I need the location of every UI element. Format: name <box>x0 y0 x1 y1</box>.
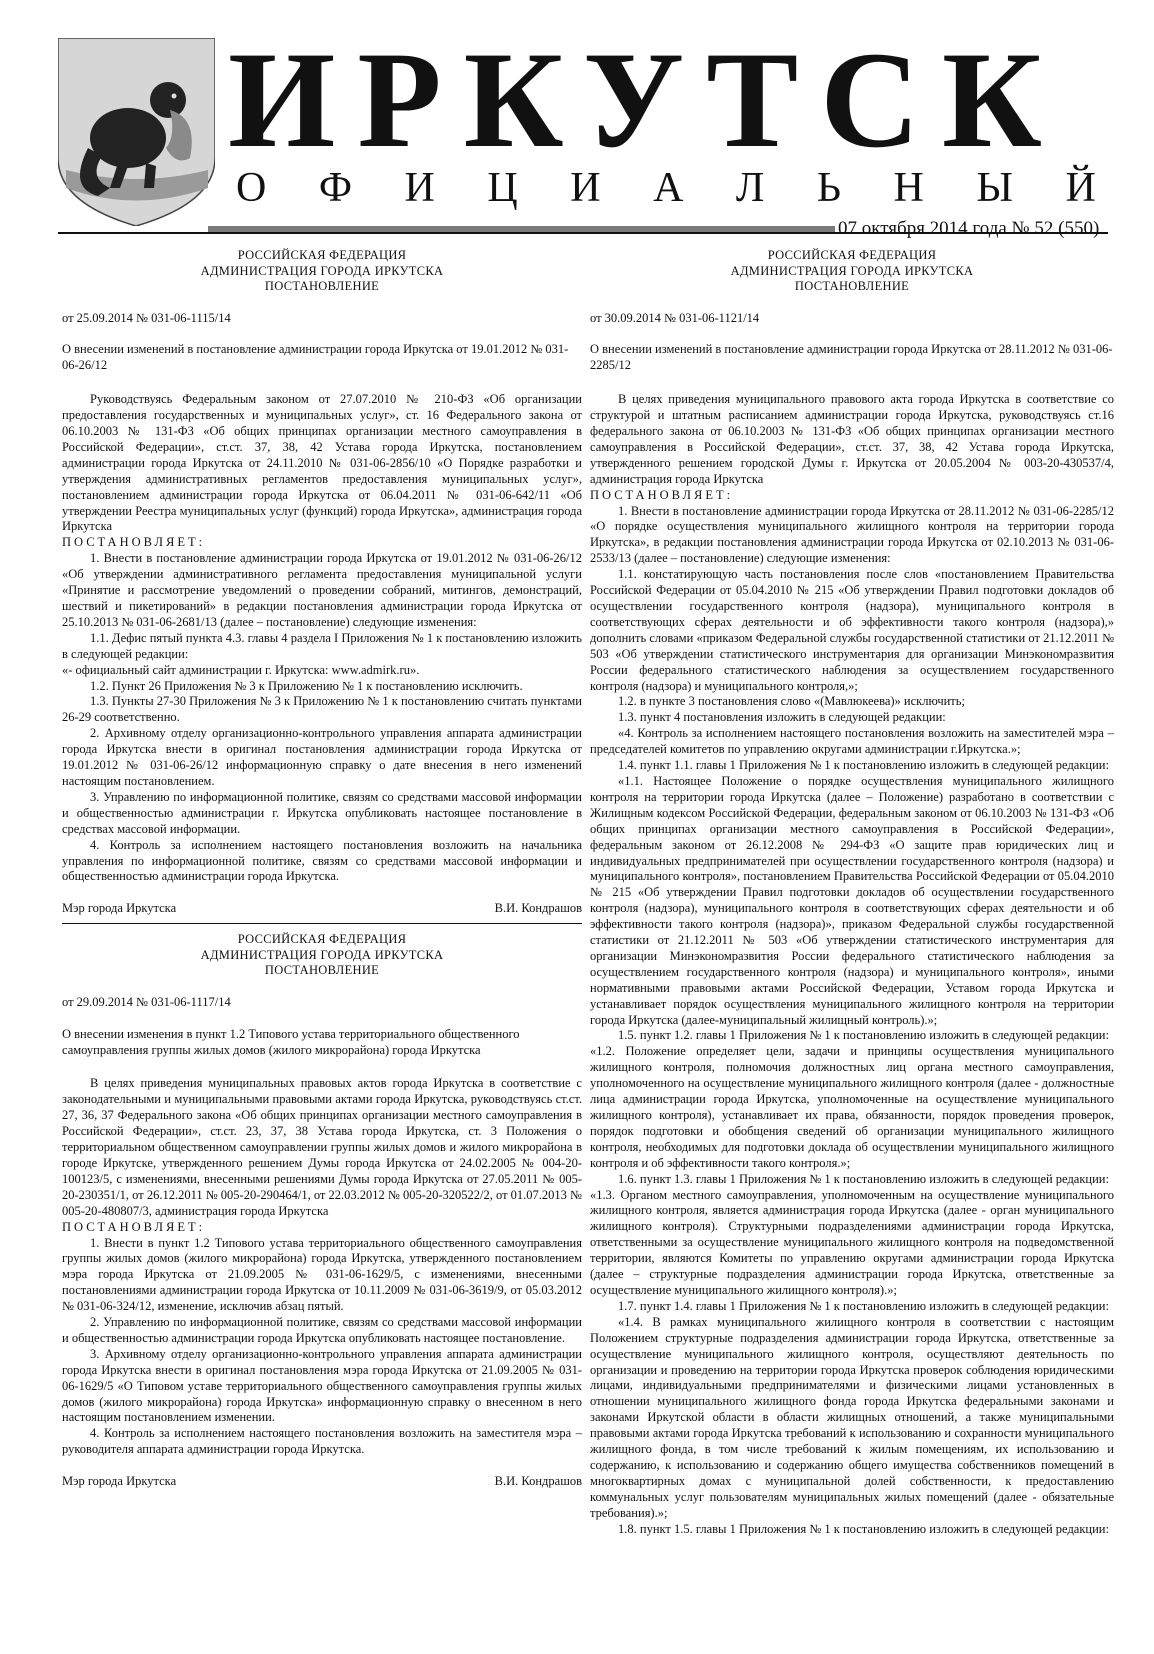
paragraph: 1.3. пункт 4 постановления изложить в следующей редакции: <box>618 710 946 725</box>
paragraph: 2. Архивному отделу организационно-контрольного управления аппарата администрации города Иркутска внести в оригинал постановления администрации города Иркутска от 19.01.2012 № 031-06-26/12 информационную справку о дате внесения в него изменений настоящим постановлением. <box>62 726 582 788</box>
paragraph: «1.1. Настоящее Положение о порядке осуществления муниципального жилищного контроля на территории города Иркутска (далее – Положение) разработано в соответствии с Жилищным кодексом Российской Федерации, федеральным законом от 06.10.2003 № 131-ФЗ «Об общих принципах организации местного самоуправления в Российской Федерации», федеральным законом от 26.12.2008 № 294-ФЗ «О защите прав юридических лиц и индивидуальных предпринимателей при осуществлении государственного контроля (надзора) и муниципального контроля», постановлением Правительства Российской Федерации от 05.04.2010 № 215 «Об утверждении Правил подготовки докладов об осуществлении государственного контроля (надзора), муниципального контроля в соответствующих сферах деятельности и об эффективности такого контроля (надзора)», приказом Федеральной службы государственной статистики от 21.12.2011 № 503 «Об утверждении статистического инструментария для организации Минэкономразвития России федерального статистического наблюдения за осуществлением государственного контроля (надзора) и муниципального контроля», иными нормативными правовыми актами Российской Федерации, Уставом города Иркутска и устанавливает порядок осуществления муниципального жилищного контроля на территории города Иркутска (далее-муниципальный жилищный контроль).»; <box>590 773 1114 1027</box>
paragraph: 2. Управлению по информационной политике, связям со средствами массовой информации и общественностью администрации города Иркутска опубликовать настоящее постановление. <box>62 1315 582 1345</box>
paragraph: 3. Архивному отделу организационно-контрольного управления аппарата администрации города Иркутска внести в оригинал постановления мэра города Иркутска от 21.09.2005 № 031-06-1629/5 «О Типовом уставе территориального общественного самоуправления группы жилых домов (жилого микрорайона) города Иркутска» информационную справку о внесенном в него настоящим постановлением изменении. <box>62 1346 582 1425</box>
header-country: РОССИЙСКАЯ ФЕДЕРАЦИЯ <box>237 932 407 947</box>
resolution-date: от 30.09.2014 № 031-06-1121/14 <box>590 310 760 325</box>
paragraph: 1.5. пункт 1.2. главы 1 Приложения № 1 к постановлению изложить в следующей редакции: <box>618 1028 1109 1043</box>
resolution-1 <box>62 248 582 917</box>
subtitle-letter: Ф <box>318 165 353 211</box>
header-administration: АДМИНИСТРАЦИЯ ГОРОДА ИРКУТСКА <box>200 947 444 962</box>
paragraph: 4. Контроль за исполнением настоящего постановления возложить на начальника управления по информационной политике, связям со средствами массовой информации и общественностью администрации города Иркутска. <box>62 837 582 884</box>
subtitle-letter: Л <box>735 165 765 211</box>
paragraph: «- официальный сайт администрации г. Иркутска: www.admirk.ru». <box>62 662 420 677</box>
signature-title: Мэр города Иркутска <box>62 1474 177 1489</box>
subtitle-letter: И <box>404 165 435 211</box>
paragraph: 4. Контроль за исполнением настоящего постановления возложить на заместителя мэра – руководителя аппарата администрации города Иркутска. <box>62 1426 582 1457</box>
paragraph: 1. Внести в постановление администрации города Иркутска от 28.11.2012 № 031-06-2285/12 «О порядке осуществления муниципального жилищного контроля на территории города Иркутска», в редакции постановления администрации города Иркутска от 02.10.2013 № 031-06-2533/13 (далее – постановление) следующие изменения: <box>590 503 1114 566</box>
masthead <box>0 0 1154 240</box>
issue-date: 07 октября 2014 года № 52 (550) <box>838 218 1100 239</box>
header-country: РОССИЙСКАЯ ФЕДЕРАЦИЯ <box>237 248 407 262</box>
paragraph: «1.2. Положение определяет цели, задачи и принципы осуществления муниципального жилищного контроля, полномочия должностных лиц органа местного самоуправления, уполномоченного на осуществление муниципального жилищного контроля (далее - должностные лица администрации города Иркутска, уполномоченные на осуществление муниципального жилищного контроля), устанавливает их права, обязанности, порядок проведения проверок, порядок подготовки и обобщения сведений об организации муниципального жилищного контроля, необходимых для подготовки доклада об осуществлении муниципального жилищного контроля и об эффективности такого контроля.»; <box>590 1044 1114 1170</box>
subtitle-letter: Ь <box>816 165 842 211</box>
paragraph: 1.3. Пункты 27-30 Приложения № 3 к Приложению № 1 к постановлению считать пунктами 26-29 соответственно. <box>62 694 582 725</box>
paragraph: 1.2. Пункт 26 Приложения № 3 к Приложению № 1 к постановлению исключить. <box>90 678 523 693</box>
paragraph: 1.2. в пункте 3 постановления слово «(Мавлюкеева)» исключить; <box>618 694 965 709</box>
subtitle-letter: А <box>653 165 684 211</box>
right-column <box>590 248 1114 1648</box>
resolves-label: ПОСТАНОВЛЯЕТ: <box>590 487 734 502</box>
header-country: РОССИЙСКАЯ ФЕДЕРАЦИЯ <box>767 248 937 262</box>
signature-name: В.И. Кондрашов <box>494 901 582 916</box>
paragraph: «1.3. Органом местного самоуправления, уполномоченным на осуществление муниципального жилищного контроля, является администрация города Иркутска (далее - орган муниципального жилищного контроля). Структурными подразделениями администрации города Иркутска, ответственными за осуществление муниципального жилищного контроля на подведомственной территории, являются Комитеты по управлению округами администрации города Иркутска (далее – структурные подразделения администрации города Иркутска, ответственные за осуществление муниципального жилищного контроля).»; <box>590 1187 1114 1297</box>
paragraph: 1. Внести в постановление администрации города Иркутска от 19.01.2012 № 031-06-26/12 «Об утверждении административного регламента предоставления муниципальной услуги «Принятие и рассмотрение уведомлений о проведении собраний, митингов, демонстраций, шествий и пикетирований» в редакции постановления администрации города Иркутска от 25.10.2013 № 031-06-2681/13 (далее – постановление) следующие изменения: <box>62 551 582 629</box>
city-crest-icon <box>58 38 215 226</box>
subtitle-letter: Н <box>893 165 924 211</box>
paragraph: 1.1. констатирующую часть постановления после слов «постановлением Правительства Российской Федерации от 05.04.2010 № 215 «Об утверждении Правил подготовки докладов об осуществлении государственного контроля (надзора), муниципального контроля в соответствующих сферах деятельности и об эффективности такого контроля (надзора),» дополнить словами «приказом Федеральной службы государственной статистики от 21.12.2011 № 503 «Об утверждении статистического инструментария для организации Минэкономразвития России федерального статистического наблюдения за осуществлением государственного контроля (надзора) и муниципального контроля,»; <box>590 567 1114 693</box>
header-doc-type: ПОСТАНОВЛЕНИЕ <box>794 279 910 293</box>
resolves-label: ПОСТАНОВЛЯЕТ: <box>62 1219 206 1234</box>
subtitle-letter: Й <box>1065 165 1096 211</box>
signature-block <box>62 1474 582 1490</box>
resolution-date: от 25.09.2014 № 031-06-1115/14 <box>62 310 231 325</box>
subtitle-letter: О <box>236 165 267 211</box>
header-doc-type: ПОСТАНОВЛЕНИЕ <box>264 279 380 293</box>
paragraph: 3. Управлению по информационной политике, связям со средствами массовой информации и общественностью администрации г. Иркутска опубликовать настоящее постановление в средствах массовой информации. <box>62 789 582 836</box>
resolution-subject: О внесении изменения в пункт 1.2 Типового устава территориального общественного самоуправления группы жилых домов (жилого микрорайона) города Иркутска <box>62 1026 520 1057</box>
resolution-date: от 29.09.2014 № 031-06-1117/14 <box>62 994 231 1009</box>
resolution-subject: О внесении изменений в постановление администрации города Иркутска от 19.01.2012 № 031-06-26/12 <box>62 342 569 373</box>
resolution-intro: Руководствуясь Федеральным законом от 27.07.2010 № 210-ФЗ «Об организации предоставления государственных и муниципальных услуг», ст. 16 Федерального закона от 06.10.2003 № 131-ФЗ «Об общих принципах организации местного самоуправления в Российской Федерации», ст.ст. 37, 38, 42 Устава города Иркутска, постановлением администрации города Иркутска от 24.11.2010 № 031-06-2856/10 «О Порядке разработки и утверждения административных регламентов предоставления муниципальных услуг», постановлением администрации города Иркутска от 06.04.2011 № 031-06-642/11 «Об утверждении Реестра муниципальных услуг (функций) города Иркутска», администрация города Иркутска <box>62 392 582 534</box>
resolution-subject: О внесении изменений в постановление администрации города Иркутска от 28.11.2012 № 031-06-2285/12 <box>590 342 1113 373</box>
paragraph: «4. Контроль за исполнением настоящего постановления возложить на заместителей мэра – председателей комитетов по управлению округами администрации г.Иркутска.»; <box>590 726 1114 757</box>
paragraph: 1.1. Дефис пятый пункта 4.3. главы 4 раздела I Приложения № 1 к постановлению изложить в следующей редакции: <box>62 630 582 661</box>
paragraph: 1.7. пункт 1.4. главы 1 Приложения № 1 к постановлению изложить в следующей редакции: <box>618 1298 1109 1313</box>
signature-name: В.И. Кондрашов <box>494 1474 582 1489</box>
header-administration: АДМИНИСТРАЦИЯ ГОРОДА ИРКУТСКА <box>730 263 974 278</box>
resolution-3 <box>590 248 1114 1537</box>
section-divider <box>62 923 582 924</box>
signature-title: Мэр города Иркутска <box>62 901 177 916</box>
subtitle-letter: Ы <box>976 165 1014 211</box>
newspaper-title: ИРКУТСК <box>228 23 1064 176</box>
header-doc-type: ПОСТАНОВЛЕНИЕ <box>264 963 380 978</box>
paragraph: 1.6. пункт 1.3. главы 1 Приложения № 1 к постановлению изложить в следующей редакции: <box>618 1171 1109 1186</box>
signature-block <box>62 901 582 917</box>
header-administration: АДМИНИСТРАЦИЯ ГОРОДА ИРКУТСКА <box>200 263 444 278</box>
resolution-2 <box>62 932 582 1490</box>
paragraph: 1. Внести в пункт 1.2 Типового устава территориального общественного самоуправления группы жилых домов (жилого микрорайона) города Иркутска, утвержденного постановлением мэра города Иркутска от 21.09.2005 № 031-06-1629/5, с изменениями, внесенными постановлениями администрации города Иркутска от 10.11.2009 № 031-06-3619/9, от 05.03.2012 № 031-06-324/12, изменение, исключив абзац пятый. <box>62 1235 582 1314</box>
resolution-intro: В целях приведения муниципального правового акта города Иркутска в соответствие со структурой и штатным расписанием администрации города Иркутска, руководствуясь ст.16 федерального закона от 06.10.2003 № 131-ФЗ «Об общих принципах организации местного самоуправления в Российской Федерации», ст.ст. 37, 38, 42 Устава города Иркутска, утвержденного решением городской Думы г. Иркутска от 20.05.2004 № 003-20-430537/4, администрация города Иркутска <box>590 392 1114 486</box>
subtitle-letter: Ц <box>487 165 518 211</box>
paragraph: 1.4. пункт 1.1. главы 1 Приложения № 1 к постановлению изложить в следующей редакции: <box>618 758 1109 773</box>
subtitle-letter: И <box>570 165 601 211</box>
resolution-intro: В целях приведения муниципальных правовых актов города Иркутска в соответствие с законодательными и муниципальными правовыми актами города Иркутска, руководствуясь ст.ст. 27, 36, 37 Федерального закона «Об общих принципах организации местного самоуправления в Российской Федерации», ст.ст. 23, 37, 38 Устава города Иркутска, ст. 3 Положения о территориальном общественном самоуправлении группы жилых домов и жилого микрорайона в городе Иркутске, утвержденного решением Думы города Иркутска от 24.02.2005 № 004-20-100123/5, с изменениями, внесенными решениями Думы города Иркутска от 27.05.2011 № 005-20-230351/1, от 26.12.2011 № 005-20-290464/1, от 22.03.2012 № 005-20-320522/2, от 01.07.2013 № 005-20-480807/3, администрация города Иркутска <box>62 1076 582 1218</box>
paragraph: «1.4. В рамках муниципального жилищного контроля в соответствии с настоящим Положением структурные подразделения администрации города Иркутска, ответственные за осуществление муниципального жилищного контроля, осуществляют деятельность по организации и проведению на территории города Иркутска проверок соблюдения юридическими лицами, индивидуальными предпринимателями и физическими лицами установленных в отношении муниципального жилищного фонда города Иркутска федеральными законами и законами Иркутской области в области жилищных отношений, а также муниципальными правовыми актами города Иркутска требований к использованию и сохранности муниципального жилищного фонда, в том числе требований к жилым помещениям, их использованию и содержанию, к использованию и содержанию общего имущества собственников помещений в многоквартирных домах с муниципальной долей собственности, к предоставлению коммунальных услуг пользователям муниципальных жилых помещений (далее - обязательные требования).»; <box>590 1314 1114 1520</box>
left-column <box>62 248 582 1648</box>
resolves-label: ПОСТАНОВЛЯЕТ: <box>62 535 206 550</box>
newspaper-subtitle <box>236 164 1096 212</box>
paragraph: 1.8. пункт 1.5. главы 1 Приложения № 1 к постановлению изложить в следующей редакции: <box>618 1521 1109 1536</box>
